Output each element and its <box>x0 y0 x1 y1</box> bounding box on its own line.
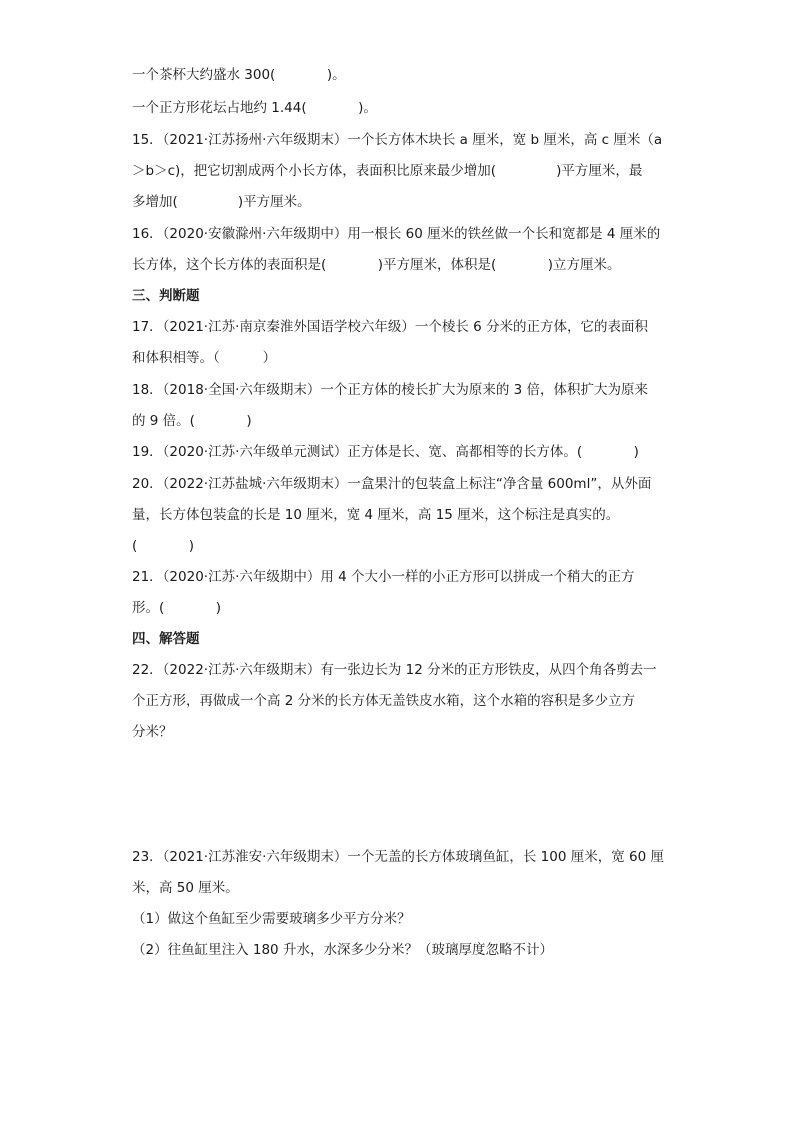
text-line: 和体积相等。（ ） <box>132 350 277 366</box>
text-line: 形。( ) <box>132 600 222 616</box>
question-22-line: 22．（2022·江苏·六年级期末）有一张边长为 12 分米的正方形铁皮，从四个角各剪去一 <box>132 662 657 678</box>
text-line: 分米？ <box>132 724 173 740</box>
text-line: 量，长方体包装盒的长是 10 厘米，宽 4 厘米，高 15 厘米，这个标注是真实的。 <box>132 507 620 523</box>
question-15-line: 15．（2021·江苏扬州·六年级期末）一个长方体木块长 a 厘米，宽 b 厘米，高 c 厘米（a <box>132 132 663 148</box>
text-line: 多增加( )平方厘米。 <box>132 194 311 210</box>
section-heading-answers: 四、解答题 <box>132 631 200 647</box>
text-line: 个正方形，再做成一个高 2 分米的长方体无盖铁皮水箱，这个水箱的容积是多少立方 <box>132 693 636 709</box>
text-line: 一个正方形花坛占地约 1.44( )。 <box>132 100 377 116</box>
question-20-line: 20．（2022·江苏盐城·六年级期末）一盒果汁的包装盒上标注“净含量 600ml”，从外面 <box>132 476 652 492</box>
text-line: ＞b＞c)，把它切割成两个小长方体，表面积比原来最少增加( )平方厘米，最 <box>132 163 643 179</box>
sub-question-2: （2）往鱼缸里注入 180 升水，水深多少分米？（玻璃厚度忽略不计） <box>132 942 553 958</box>
section-heading-judgement: 三、判断题 <box>132 288 200 304</box>
question-17-line: 17．（2021·江苏·南京秦淮外国语学校六年级）一个棱长 6 分米的正方体，它的表面积 <box>132 319 649 335</box>
text-line: ( ) <box>132 538 195 554</box>
sub-question-1: （1）做这个鱼缸至少需要玻璃多少平方分米？ <box>132 911 411 927</box>
text-line: 的 9 倍。( ) <box>132 413 252 429</box>
question-19-line: 19．（2020·江苏·六年级单元测试）正方体是长、宽、高都相等的长方体。( ) <box>132 444 639 460</box>
text-line: 米，高 50 厘米。 <box>132 880 239 896</box>
question-21-line: 21．（2020·江苏·六年级期中）用 4 个大小一样的小正方形可以拼成一个稍大的正方 <box>132 569 635 585</box>
question-18-line: 18．（2018·全国·六年级期末）一个正方体的棱长扩大为原来的 3 倍，体积扩大为原来 <box>132 382 649 398</box>
text-line: 长方体，这个长方体的表面积是( )平方厘米，体积是( )立方厘米。 <box>132 257 621 273</box>
question-23-line: 23．（2021·江苏淮安·六年级期末）一个无盖的长方体玻璃鱼缸，长 100 厘米，宽 60 厘 <box>132 849 664 865</box>
question-16-line: 16．（2020·安徽滁州·六年级期中）用一根长 60 厘米的铁丝做一个长和宽都是 4 厘米的 <box>132 226 661 242</box>
text-line: 一个茶杯大约盛水 300( )。 <box>132 67 346 83</box>
